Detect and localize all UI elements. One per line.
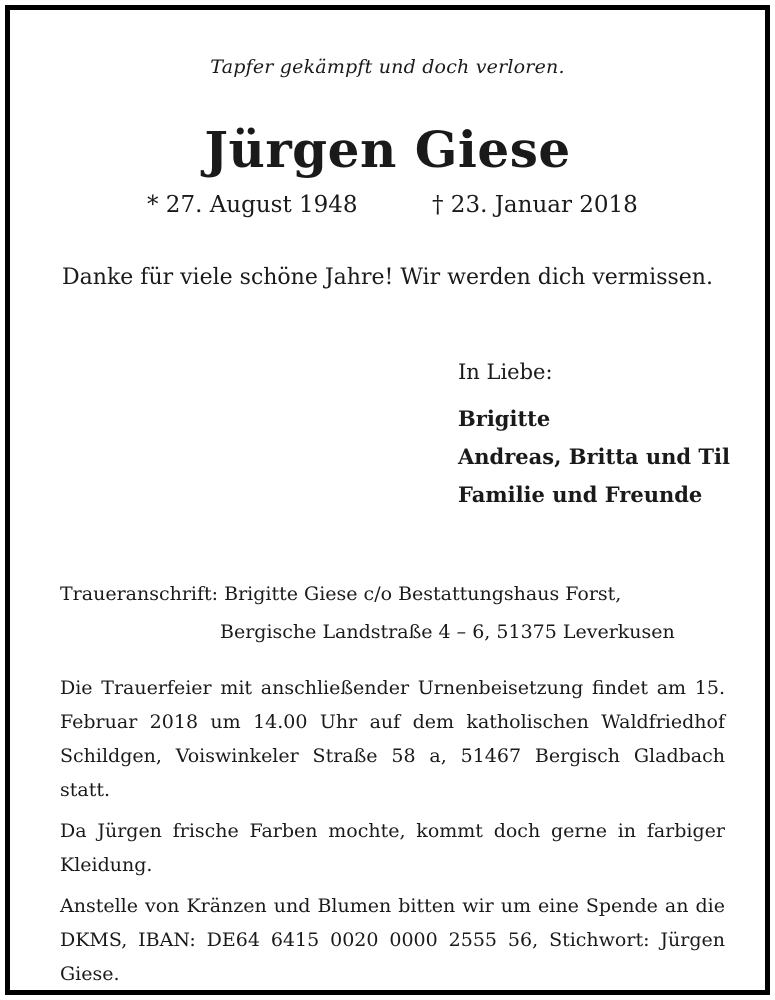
love-intro: In Liebe:: [458, 360, 553, 384]
thanks-line: Danke für viele schöne Jahre! Wir werden dich vermissen.: [62, 265, 713, 290]
address-line-1: Traueranschrift: Brigitte Giese c/o Bestattungshaus Forst,: [60, 583, 622, 605]
service-details: [60, 671, 725, 998]
dress-paragraph: Da Jürgen frische Farben mochte, kommt doch gerne in farbiger Kleidung.: [60, 820, 725, 876]
mourner-name: Andreas, Britta und Til: [458, 444, 730, 469]
birth-date: * 27. August 1948: [147, 192, 358, 218]
mourner-name: Familie und Freunde: [458, 482, 703, 507]
death-date: † 23. Januar 2018: [432, 192, 638, 218]
motto: Tapfer gekämpft und doch verloren.: [210, 56, 565, 78]
mourning-address: [60, 575, 675, 651]
mourners-block: [458, 353, 730, 514]
donation-paragraph: Anstelle von Kränzen und Blumen bitten wir um eine Spende an die DKMS, IBAN: DE64 6415 0020 0000 2555 56, Stichwort: Jürgen Giese.: [60, 895, 725, 985]
ceremony-paragraph: Die Trauerfeier mit anschließender Urnenbeisetzung findet am 15. Februar 2018 um 14.00 Uhr auf dem katholischen Waldfriedhof Schildgen, Voiswinkeler Straße 58 a, 51467 Bergisch Gladbach statt.: [60, 677, 725, 801]
mourner-name: Brigitte: [458, 406, 551, 431]
obituary-frame: [5, 5, 770, 995]
deceased-name: Jürgen Giese: [204, 120, 571, 179]
address-line-2: Bergische Landstraße 4 – 6, 51375 Leverkusen: [220, 621, 675, 643]
